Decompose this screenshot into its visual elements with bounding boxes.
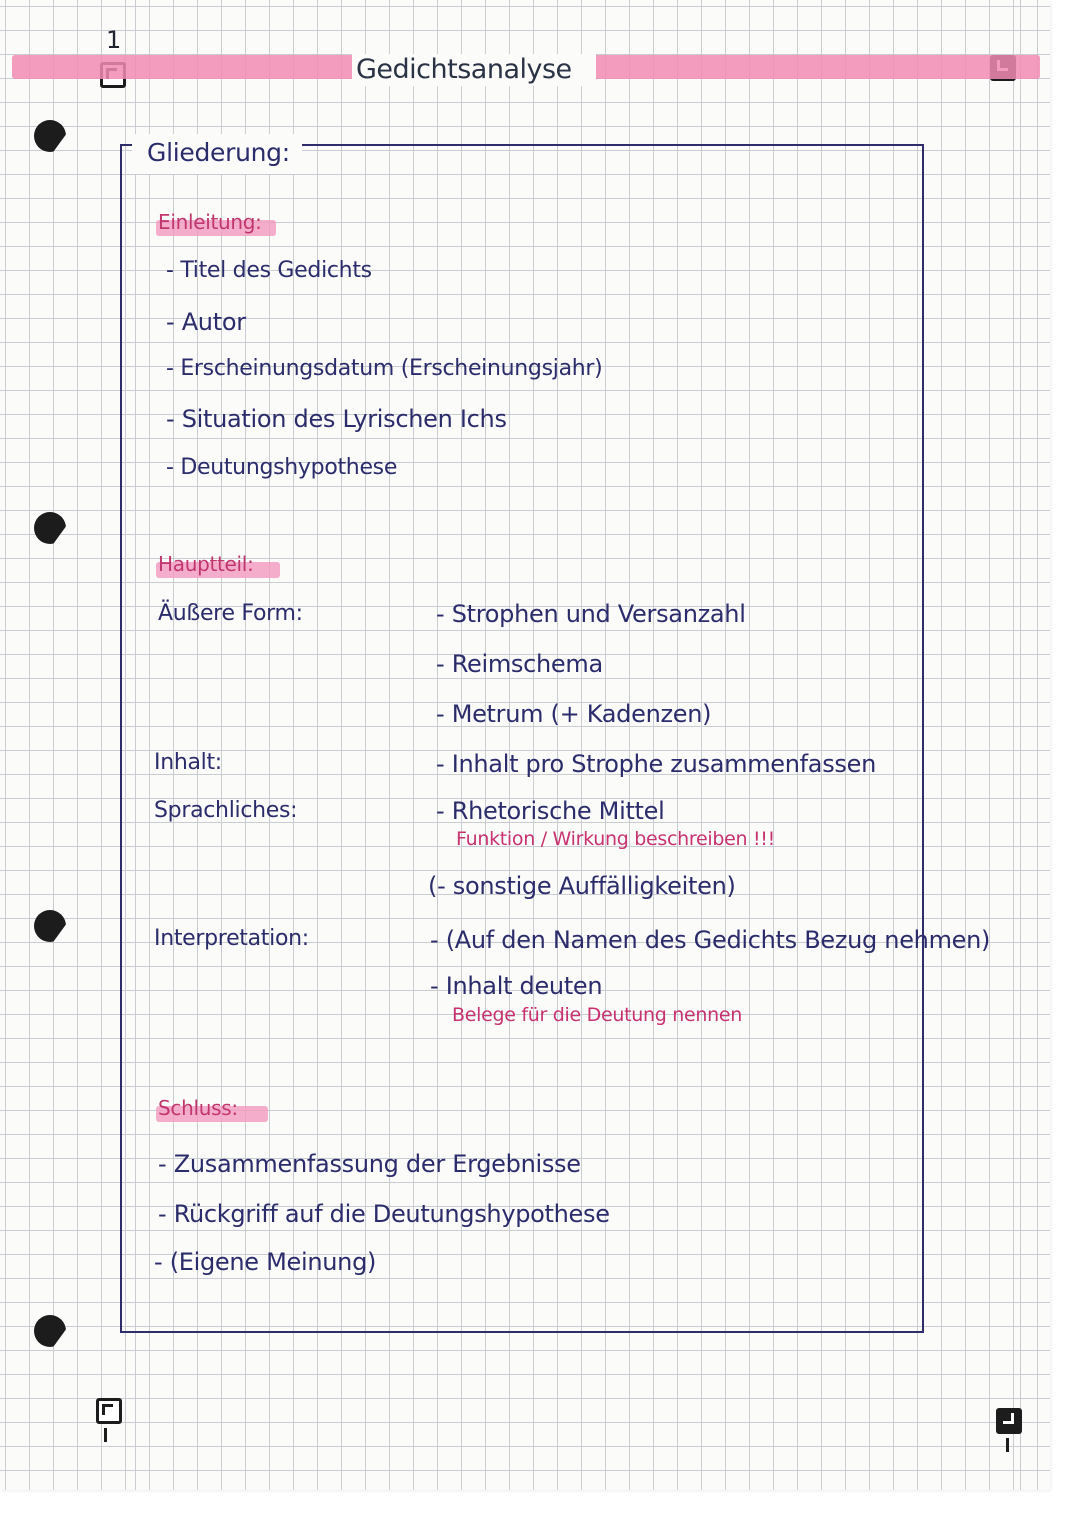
- page-number: 1: [106, 26, 122, 54]
- corner-mark-icon: [96, 1398, 122, 1424]
- punch-hole: [34, 910, 66, 942]
- page-title: Gedichtsanalyse: [356, 54, 572, 85]
- schluss-heading: Schluss:: [158, 1096, 238, 1120]
- list-item: - Situation des Lyrischen Ichs: [166, 405, 507, 433]
- list-item: - Rhetorische Mittel: [436, 797, 665, 825]
- list-item: - Inhalt deuten: [430, 972, 603, 1000]
- hauptteil-heading: Hauptteil:: [158, 552, 254, 576]
- list-item: - Reimschema: [436, 650, 603, 678]
- punch-hole: [34, 1315, 66, 1347]
- aeussere-form-label: Äußere Form:: [158, 601, 303, 626]
- pink-note: Belege für die Deutung nennen: [452, 1004, 742, 1026]
- list-item: - (Auf den Namen des Gedichts Bezug nehmen): [430, 926, 991, 954]
- list-item: - Zusammenfassung der Ergebnisse: [158, 1150, 581, 1178]
- pink-note: Funktion / Wirkung beschreiben !!!: [456, 828, 775, 850]
- list-item: - Strophen und Versanzahl: [436, 600, 746, 628]
- list-item: (- sonstige Auffälligkeiten): [428, 872, 736, 900]
- punch-hole: [34, 512, 66, 544]
- list-item: - Inhalt pro Strophe zusammenfassen: [436, 750, 876, 778]
- margin-line-right: [1020, 0, 1021, 1490]
- list-item: - (Eigene Meinung): [154, 1248, 377, 1276]
- einleitung-heading: Einleitung:: [158, 210, 262, 234]
- list-item: - Autor: [166, 308, 246, 336]
- interpretation-label: Interpretation:: [154, 926, 309, 951]
- tick-mark: [104, 1428, 107, 1442]
- list-item: - Metrum (+ Kadenzen): [436, 700, 712, 728]
- tick-mark: [1006, 1438, 1009, 1452]
- sprachliches-label: Sprachliches:: [154, 798, 298, 823]
- corner-mark-icon: [996, 1408, 1022, 1434]
- punch-hole: [34, 120, 66, 152]
- gliederung-label: Gliederung:: [147, 138, 290, 167]
- list-item: - Rückgriff auf die Deutungshypothese: [158, 1200, 610, 1228]
- list-item: - Erscheinungsdatum (Erscheinungsjahr): [166, 356, 603, 381]
- list-item: - Deutungshypothese: [166, 455, 398, 480]
- list-item: - Titel des Gedichts: [166, 258, 372, 283]
- inhalt-label: Inhalt:: [154, 750, 222, 775]
